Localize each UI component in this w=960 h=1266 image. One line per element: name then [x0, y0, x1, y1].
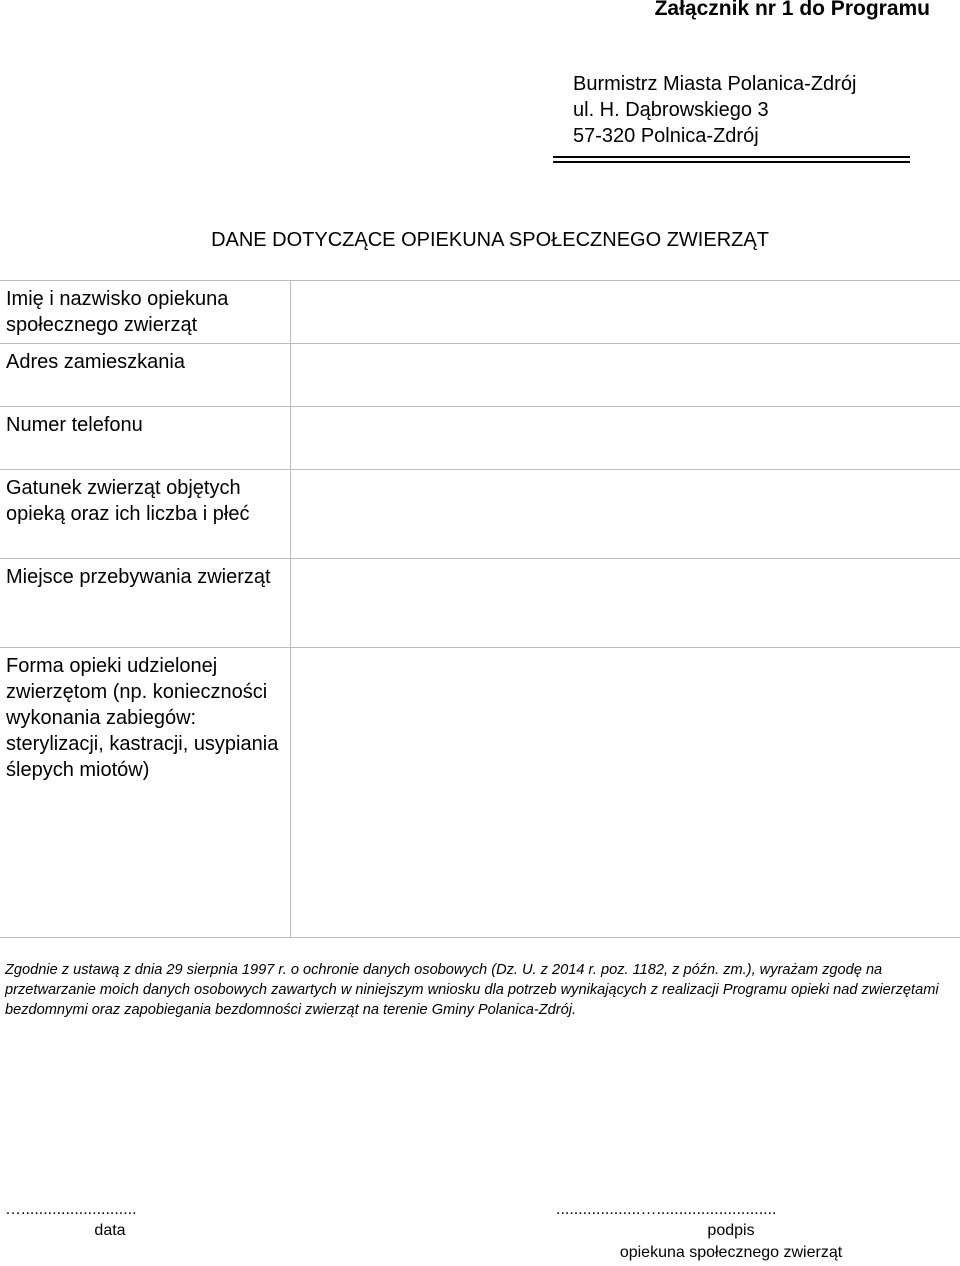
field-label-address: Adres zamieszkania [0, 344, 290, 407]
date-dotted-line: ….......................... [5, 1201, 137, 1218]
addressee-line: ul. H. Dąbrowskiego 3 [573, 99, 769, 121]
field-label-location: Miejsce przebywania zwierząt [0, 559, 290, 648]
form-title: DANE DOTYCZĄCE OPIEKUNA SPOŁECZNEGO ZWIERZĄT [211, 229, 769, 251]
double-divider [553, 156, 910, 163]
field-label-species: Gatunek zwierząt objętych opieką oraz ich liczba i płeć [0, 470, 290, 559]
table-row [0, 344, 960, 407]
signature-dotted-line: ...................…........................... [556, 1201, 777, 1218]
annex-title: Załącznik nr 1 do Programu [654, 0, 930, 20]
field-label-phone: Numer telefonu [0, 407, 290, 470]
table-row [0, 559, 960, 648]
consent-statement: Zgodnie z ustawą z dnia 29 sierpnia 1997 r. o ochronie danych osobowych (Dz. U. z 2014 r. poz. 1182, z późn. zm.), wyrażam zgodę na przetwarzanie moich danych osobowych zawartych w niniejszym wniosku dla potrzeb wynikających z realizacji Programu opieki nad zwierzętami bezdomnymi oraz zapobiegania bezdomności zwierząt na terenie Gminy Polanica-Zdrój. [5, 962, 939, 1018]
field-value-address[interactable] [290, 344, 960, 407]
field-value-name[interactable] [290, 281, 960, 344]
signature-label: podpis [707, 1222, 755, 1239]
addressee-block [573, 71, 856, 149]
table-row [0, 470, 960, 559]
addressee-line: Burmistrz Miasta Polanica-Zdrój [573, 73, 857, 95]
addressee-line: 57-320 Polnica-Zdrój [573, 125, 759, 147]
field-value-location[interactable] [290, 559, 960, 648]
field-value-care-form[interactable] [290, 648, 960, 938]
date-label: data [94, 1222, 126, 1239]
table-row [0, 281, 960, 344]
signature-block [556, 1200, 906, 1264]
table-row [0, 648, 960, 938]
field-label-name: Imię i nazwisko opiekuna społecznego zwierząt [0, 281, 290, 344]
table-row [0, 407, 960, 470]
field-value-species[interactable] [290, 470, 960, 559]
date-signature-block [5, 1200, 215, 1242]
field-value-phone[interactable] [290, 407, 960, 470]
field-label-care-form: Forma opieki udzielonej zwierzętom (np. konieczności wykonania zabiegów: sterylizacji, kastracji, usypiania ślepych miotów) [0, 648, 290, 938]
signature-role-label: opiekuna społecznego zwierząt [619, 1244, 843, 1261]
guardian-data-table [0, 280, 960, 938]
